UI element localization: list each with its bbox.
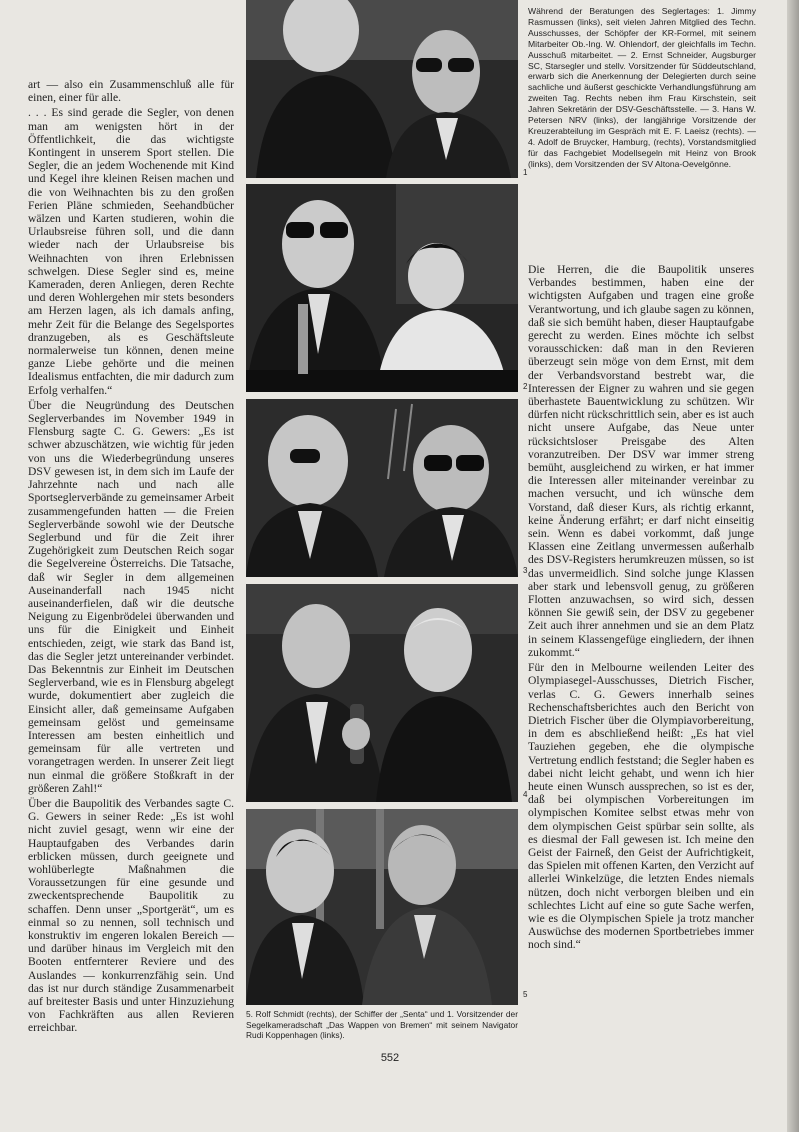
photo-1	[246, 0, 518, 178]
paragraph: Für den in Melbourne weilenden Leiter des Olympiasegel-Ausschusses, Dietrich Fischer, verlas C. G. Gewers innerhalb seines Rechenschaftsberichtes auch den Bericht von Dietrich Fischer über die Olympiavorbereitung, in dem es abschließend heißt: „Es hat viel Tauziehen gegeben, ehe die olympische Vertretung endlich feststand; die Segler haben es dabei nicht leicht gehabt, und wenn ich hier heute einen Wunsch aussprechen, so ist es der, daß bei olympischen Vorbereitungen im olympischen Komitee selbst etwas mehr von dem olympischen Geist spürbar sein sollte, als es diesmal der Fall gewesen ist. Ich meine den Geist der Fairneß, den Geist der Aufrichtigkeit, das Spielen mit offenen Karten, den Verzicht auf allerlei Winkelzüge, die letzten Endes niemals nützen, doch nicht verborgen bleiben und ein schlechtes Licht auf eine so gute Sache werfen, wie es die Olympischen Spiele ja trotz mancher Auswüchse des modernen Sportbetriebes immer noch sind.“	[528, 661, 754, 952]
photo-2	[246, 184, 518, 392]
page-number: 552	[380, 1052, 400, 1064]
paragraph: art — also ein Zusammenschluß alle für einen, einer für alle.	[28, 78, 234, 105]
paragraph: Über die Neugründung des Deutschen Seglerverbandes im November 1949 in Flensburg sagte C. G. Gewers: „Es ist schwer abzuschätzen, wie wichtig für jeden von uns die Wiederbegründung unseres DSV gewesen ist, in dem sich im Laufe der Jahrzehnte nach und nach alle Sportseglerverbände zu gemeinsamer Arbeit zusammengefunden hatten — die Freien Seglerverbände sowohl wie der Deutsche Seglerbund und für die Zeit ihrer Zugehörigkeit zum Deutschen Reich sogar die Segelvereine Österreichs. Die Tatsache, daß wir Segler in dem allgemeinen Auseinanderfall nach 1945 nicht auseinanderfielen, daß wir die deutsche Neigung zu Eigenbrödelei überwanden und uns für die Einigkeit und Einheit entschieden, zeigt, wie stark das Band ist, das die Segler jetzt untereinander verbindet. Das Bekenntnis zur Einheit im Deutschen Seglerverband, wie es in Flensburg abgelegt wurde, dokumentiert aber zugleich die Einsicht aller, daß gemeinsame Aufgaben gemeinsam gelöst und gemeinsame Interessen am besten einheitlich und gemeinsam für alle vertreten und vorangetragen werden. In unserer Zeit liegt nun einmal die größere Stoßkraft in der größeren Zahl!“	[28, 398, 234, 795]
right-text-column	[528, 263, 754, 1075]
left-text-column	[28, 78, 234, 1056]
photo-number: 1	[523, 168, 528, 177]
paragraph: Über die Baupolitik des Verbandes sagte C. G. Gewers in seiner Rede: „Es ist wohl nicht zuviel gesagt, wenn wir eine der Hauptaufgaben des Verbandes darin erblicken müssen, durch geeignete und wohlüberlegte Maßnahmen die Voraussetzungen für eine gesunde und zweckentsprechende Baupolitik zu schaffen. Denn unser „Sportgerät“, um es einmal so zu nennen, soll technisch und konstruktiv im engeren lokalen Bereich — und darüber hinaus im Vergleich mit den Booten entfernterer Reviere und des Auslandes — konkurrenzfähig sein. Und das ist nur durch ständige Zusammenarbeit auf breitester Basis und unter Hinzuziehung von Fachkräften aus allen Revieren erreichbar.	[28, 796, 234, 1035]
paragraph: Die Herren, die die Baupolitik unseres Verbandes bestimmen, haben eine der wichtigsten Aufgaben und tragen eine große Verantwortung, und ich glaube sagen zu können, daß sie sich bemüht haben, dieser Hauptaufgabe gerecht zu werden. Eines möchte ich selbst vorausschicken: daß man in den Revieren überzeugt sein möge von dem Ernst, mit dem der Verbandsvorstand bestrebt war, die Interessen der Eigner zu wahren und sie gegen überhastete Bauentwicklung zu schützen. Wir dürfen nicht rückschrittlich sein, aber es ist auch nicht unsere Aufgabe, das Neue unter rücksichtsloser Preisgabe des Alten voranzutreiben. Der DSV war immer streng bemüht, ausgleichend zu wirken, er hat immer die Interessen aller miteinander vereinbar zu machen versucht, und ich wünsche dem Vorstand, daß dieser Kurs, als richtig erkannt, keine Änderung erfährt; er darf nicht einseitig sein. Wenn es dabei vorkommt, daß junge Klassen eine Zeitlang unvermessen außerhalb des DSV-Registers herumkreuzen müssen, so ist das unvermeidlich. Sind solche junge Klassen aber stark und lebensvoll genug, zu größeren Flotten anzuwachsen, so wird sich, dessen können Sie gewiß sein, der DSV zu gegebener Zeit auch ihrer annehmen und sie an dem Platz in seinem Klassengefüge eingliedern, der ihnen zukommt.“	[528, 263, 754, 659]
photo-number: 2	[523, 382, 528, 391]
photo-number: 4	[523, 790, 528, 799]
photo-3	[246, 399, 518, 577]
photo-4	[246, 584, 518, 802]
page-edge	[787, 0, 799, 1132]
photo-5	[246, 809, 518, 1005]
photo-number: 3	[523, 566, 528, 575]
photo-caption-5: 5. Rolf Schmidt (rechts), der Schiffer der „Senta“ und 1. Vorsitzender der Segelkameradschaft „Das Wappen von Bremen“ mit seinem Navigator Rudi Koppenhagen (links).	[246, 1009, 518, 1040]
photo-caption-1-4: Während der Beratungen des Seglertages: 1. Jimmy Rasmussen (links), seit vielen Jahren Mitglied des Techn. Ausschusses, der Schöpfer der KR-Formel, mit seinem Mitarbeiter Ob.-Ing. W. Ohlendorf, der gleichfalls im Techn. Ausschuß mitarbeitet. — 2. Ernst Schneider, Augsburger SC, Starsegler und stellv. Vorsitzender für Süddeutschland, erwarb sich die Anerkennung der Delegierten durch seine sachliche und äußerst geschickte Verhandlungsführung am zweiten Tag. Rechts neben ihm Frau Kirschstein, seit Jahren Sekretärin der DSV-Geschäftsstelle. — 3. Hans W. Petersen NRV (links), der langjährige Vorsitzende der Kreuzerabteilung im Gespräch mit E. F. Laeisz (rechts). — 4. Adolf de Bruycker, Hamburg, (rechts), Vorstandsmitglied für das Fachgebiet Modellsegeln mit Heinz von Brook (links), dem Vorsitzenden der SV Altona-Oevelgönne.	[528, 6, 756, 169]
paragraph: . . . Es sind gerade die Segler, von denen man am wenigsten hört in der Öffentlichkeit, die das wichtigste Kontingent in unserem Sport stellen. Die Segler, die an jedem Wochenende mit Kind und Kegel ihre kleinen Reisen machen und die von Weihnachten bis zu den großen Ferien Pläne schmieden, Seehandbücher wälzen und Karten studieren, wohin die Urlaubsreise führen soll, und die dann wieder nach der Urlaubsreise bis Weihnachten von ihren Erlebnissen schwelgen. Diese Segler sind es, meine Kameraden, deren Anliegen, deren Rechte und deren Wohlergehen mir stets besonders am Herzen lagen, als ich damals anfing, mehr Zeit für die Belange des Segelsportes dranzugeben, als es Geschäftsleute normalerweise tun können, denen meine ganze Liebe gehörte und die meinen Idealismus entfachten, die mir dadurch zum Erfolg verhalfen.“	[28, 106, 234, 397]
photo-number: 5	[523, 990, 528, 999]
